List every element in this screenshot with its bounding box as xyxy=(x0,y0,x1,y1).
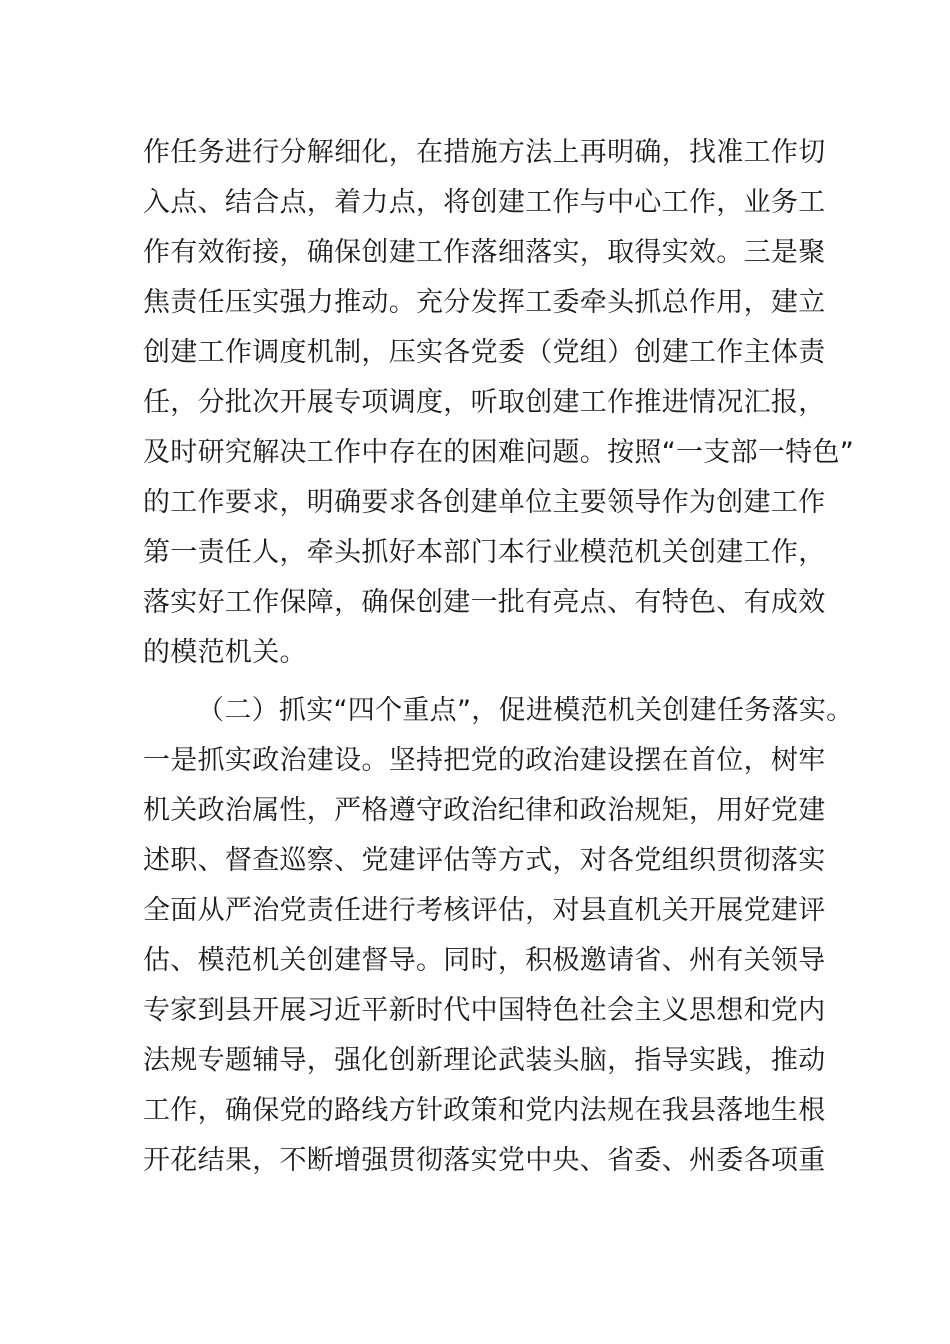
paragraph-line: 估、模范机关创建督导。同时，积极邀请省、州有关领导 xyxy=(143,945,826,976)
paragraph-line: 焦责任压实强力推动。充分发挥工委牵头抓总作用，建立 xyxy=(143,287,826,318)
paragraph-line: 作任务进行分解细化，在措施方法上再明确，找准工作切 xyxy=(143,137,826,168)
paragraph-line: 作有效衔接，确保创建工作落细落实，取得实效。三是聚 xyxy=(143,237,826,268)
paragraph-line: 开花结果，不断增强贯彻落实党中央、省委、州委各项重 xyxy=(143,1145,826,1176)
paragraph-line: 一是抓实政治建设。坚持把党的政治建设摆在首位，树牢 xyxy=(143,745,826,776)
paragraph-line: 的模范机关。 xyxy=(143,637,307,668)
paragraph-line: 落实好工作保障，确保创建一批有亮点、有特色、有成效 xyxy=(143,587,826,618)
paragraph-line: 的工作要求，明确要求各创建单位主要领导作为创建工作 xyxy=(143,487,826,518)
section-heading-line: （二）抓实“四个重点”，促进模范机关创建任务落实。 xyxy=(197,695,854,726)
paragraph-line: 及时研究解决工作中存在的困难问题。按照“一支部一特色” xyxy=(143,437,855,468)
paragraph-2 xyxy=(143,686,854,1186)
paragraph-line: 机关政治属性，严格遵守政治纪律和政治规矩，用好党建 xyxy=(143,795,826,826)
paragraph-line: 工作，确保党的路线方针政策和党内法规在我县落地生根 xyxy=(143,1095,826,1126)
paragraph-line: 创建工作调度机制，压实各党委（党组）创建工作主体责 xyxy=(143,337,826,368)
paragraph-line: 全面从严治党责任进行考核评估，对县直机关开展党建评 xyxy=(143,895,826,926)
paragraph-line: 第一责任人，牵头抓好本部门本行业模范机关创建工作， xyxy=(143,537,826,568)
paragraph-1 xyxy=(143,128,855,678)
paragraph-line: 专家到县开展习近平新时代中国特色社会主义思想和党内 xyxy=(143,995,826,1026)
paragraph-line: 述职、督查巡察、党建评估等方式，对各党组织贯彻落实 xyxy=(143,845,826,876)
paragraph-line: 任，分批次开展专项调度，听取创建工作推进情况汇报， xyxy=(143,387,826,418)
paragraph-line: 法规专题辅导，强化创新理论武装头脑，指导实践，推动 xyxy=(143,1045,826,1076)
paragraph-line: 入点、结合点，着力点，将创建工作与中心工作，业务工 xyxy=(143,187,826,218)
